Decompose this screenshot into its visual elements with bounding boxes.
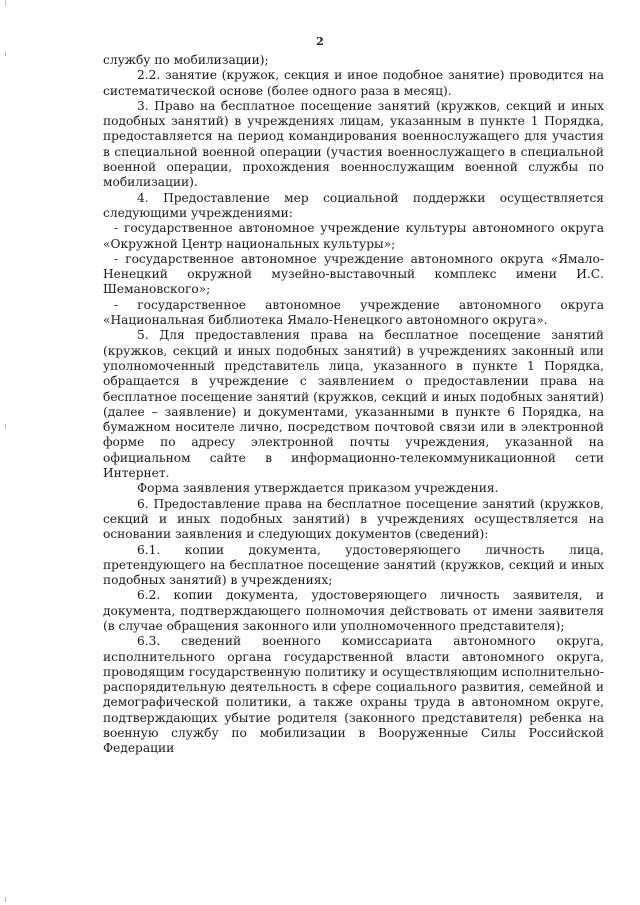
page-number: 2 <box>316 35 324 48</box>
paragraph-3: 3. Право на бесплатное посещение занятий (кружков, секций и иных подобных занятий) в учреждениях лицам, указанным в пункте 1 Порядка, предоставляется на период командирования военнослужащего для участия в специальной военной операции (участия военнослужащего в специальной военной операции, прохождения военнослужащим военной службы по мобилизации). <box>103 98 604 190</box>
scan-margin-mark <box>5 52 6 56</box>
paragraph-6-2: 6.2. копии документа, удостоверяющего личность заявителя, и документа, подтверждающего полномочия действовать от имени заявителя (в случае обращения законного или уполномоченного представителя); <box>103 588 604 633</box>
paragraph-5: 5. Для предоставления права на бесплатное посещение занятий (кружков, секций и иных подобных занятий) в учреждениях законный или уполномоченный представитель лица, указанного в пункте 1 Порядка, обращается в учреждение с заявлением о предоставлении права на бесплатное посещение занятий (кружков, секций и иных подобных занятий) (далее – заявление) и документами, указанными в пункте 6 Порядка, на бумажном носителе лично, посредством почтовой связи или в электронной форме по адресу электронной почты учреждения, указанной на официальном сайте в информационно-телекоммуникационной сети Интернет. <box>103 328 604 481</box>
paragraph-4: 4. Предоставление мер социальной поддержки осуществляется следующими учреждениями: <box>103 190 604 220</box>
scan-margin-mark <box>5 0 6 6</box>
paragraph-6: 6. Предоставление права на бесплатное посещение занятий (кружков, секций и иных подобных занятий) в учреждениях осуществляется на основании заявления и следующих документов (сведений): <box>103 496 604 542</box>
paragraph-continuation: службу по мобилизации); <box>103 53 269 67</box>
paragraph-6-1: 6.1. копии документа, удостоверяющего личность лица, претендующего на бесплатное посещение занятий (кружков, секций и иных подобных занятий) в учреждениях; <box>103 542 604 588</box>
list-item-institution: - государственное автономное учреждение культуры автономного округа «Окружной Центр национальных культуры»; <box>103 221 604 251</box>
paragraph-2-2: 2.2. занятие (кружок, секция и иное подобное занятие) проводится на систематической основе (более одного раза в месяц). <box>103 68 604 98</box>
scan-margin-mark <box>5 897 6 902</box>
paragraph-application-form: Форма заявления утверждается приказом учреждения. <box>137 481 499 496</box>
document-body <box>103 53 604 757</box>
scan-margin-mark <box>5 424 6 429</box>
paragraph-6-3: 6.3. сведений военного комиссариата автономного округа, исполнительного органа государственной власти автономного округа, проводящим государственную политику и осуществляющим исполнительно-распорядительную деятельность в сфере социального развития, семейной и демографической политики, а также охраны труда в автономном округе, подтверждающих убытие родителя (законного представителя) ребенка на военную службу по мобилизации в Вооруженные Силы Российской Федерации <box>103 634 604 756</box>
list-item-institution: - государственное автономное учреждение автономного округа «Ямало-Ненецкий окружной музейно-выставочный комплекс имени И.С. Шемановского»; <box>103 251 604 297</box>
list-item-institution: - государственное автономное учреждение автономного округа «Национальная библиотека Ямало-Ненецкого автономного округа». <box>103 297 604 328</box>
